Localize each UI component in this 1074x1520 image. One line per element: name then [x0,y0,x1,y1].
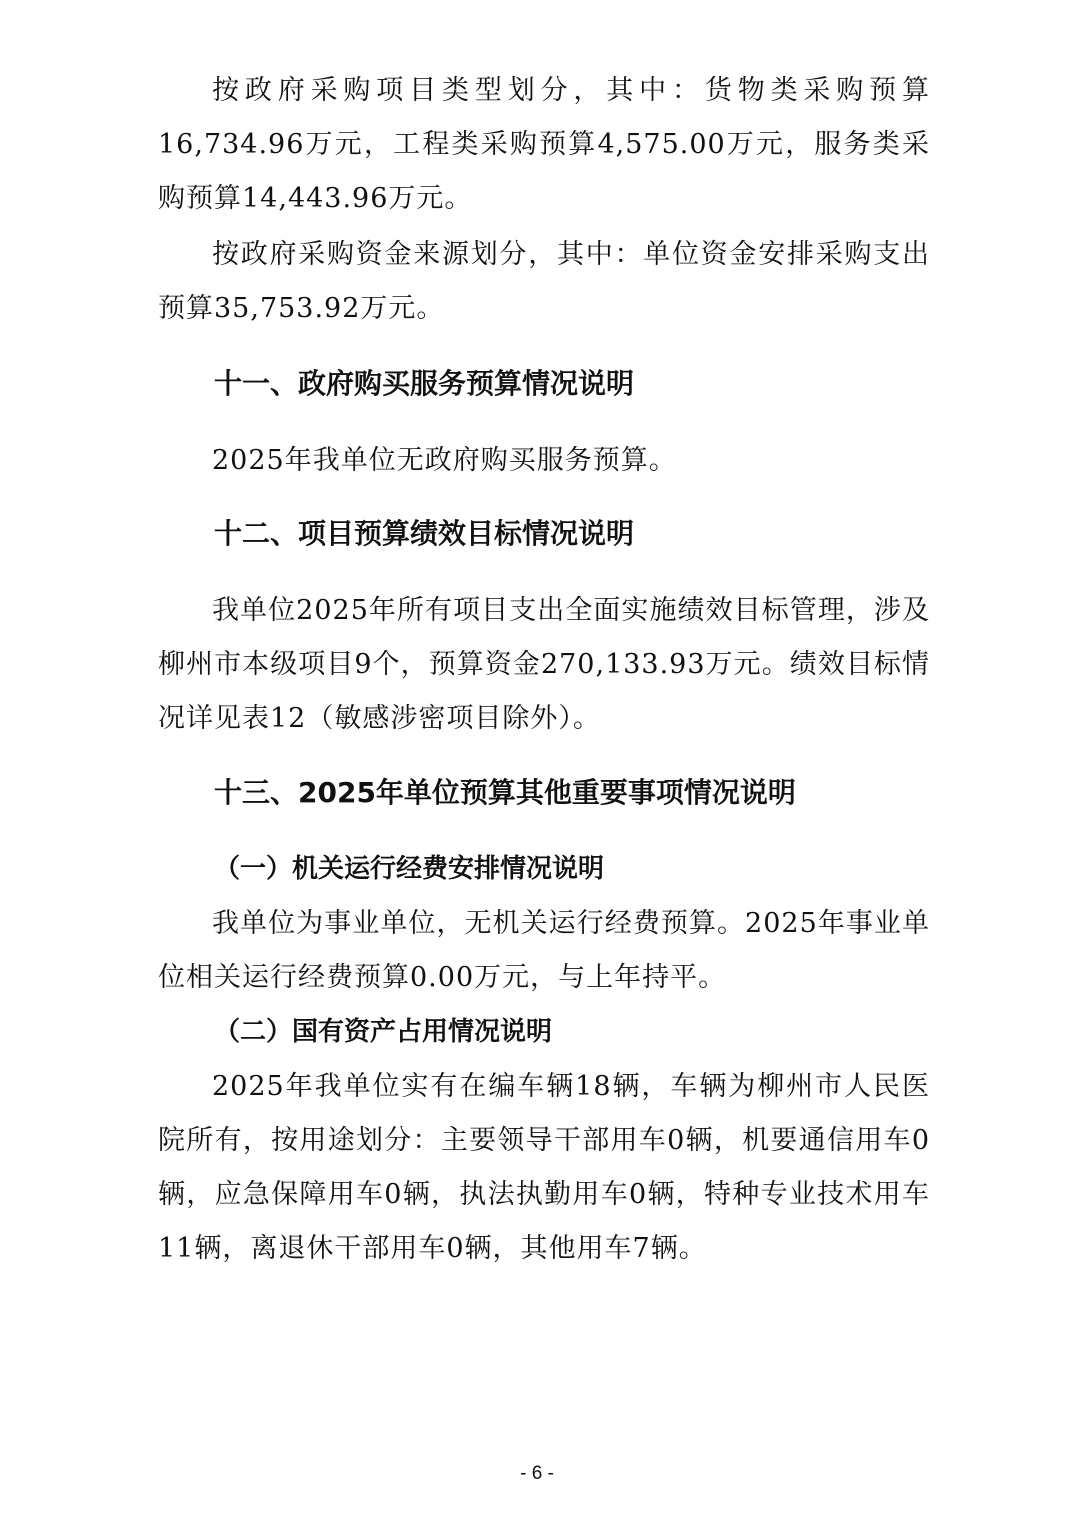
paragraph-procurement-source: 按政府采购资金来源划分，其中：单位资金安排采购支出预算35,753.92万元。 [158,239,930,324]
subsection-2-heading: （二）国有资产占用情况说明 [214,1017,553,1047]
section-13-heading: 十三、2025年单位预算其他重要事项情况说明 [214,776,796,809]
paragraph-assets: 2025年我单位实有在编车辆18辆，车辆为柳州市人民医院所有，按用途划分：主要领导干部用车0辆，机要通信用车0辆，应急保障用车0辆，执法执勤用车0辆，特种专业技术用车11辆，离退休干部用车0辆，其他用车7辆。 [158,1071,930,1264]
paragraph-purchase-service: 2025年我单位无政府购买服务预算。 [212,445,677,476]
paragraph-operating-funds: 我单位为事业单位，无机关运行经费预算。2025年事业单位相关运行经费预算0.00万元，与上年持平。 [158,908,930,993]
subsection-1-heading: （一）机关运行经费安排情况说明 [214,854,605,884]
paragraph-performance: 我单位2025年所有项目支出全面实施绩效目标管理，涉及柳州市本级项目9个，预算资金270,133.93万元。绩效目标情况详见表12（敏感涉密项目除外）。 [158,595,930,734]
section-12-heading: 十二、项目预算绩效目标情况说明 [214,517,635,550]
section-11-heading: 十一、政府购买服务预算情况说明 [214,367,635,400]
page-number: - 6 - [520,1463,554,1484]
paragraph-procurement-type: 按政府采购项目类型划分，其中：货物类采购预算16,734.96万元，工程类采购预算4,575.00万元，服务类采购预算14,443.96万元。 [158,75,930,214]
